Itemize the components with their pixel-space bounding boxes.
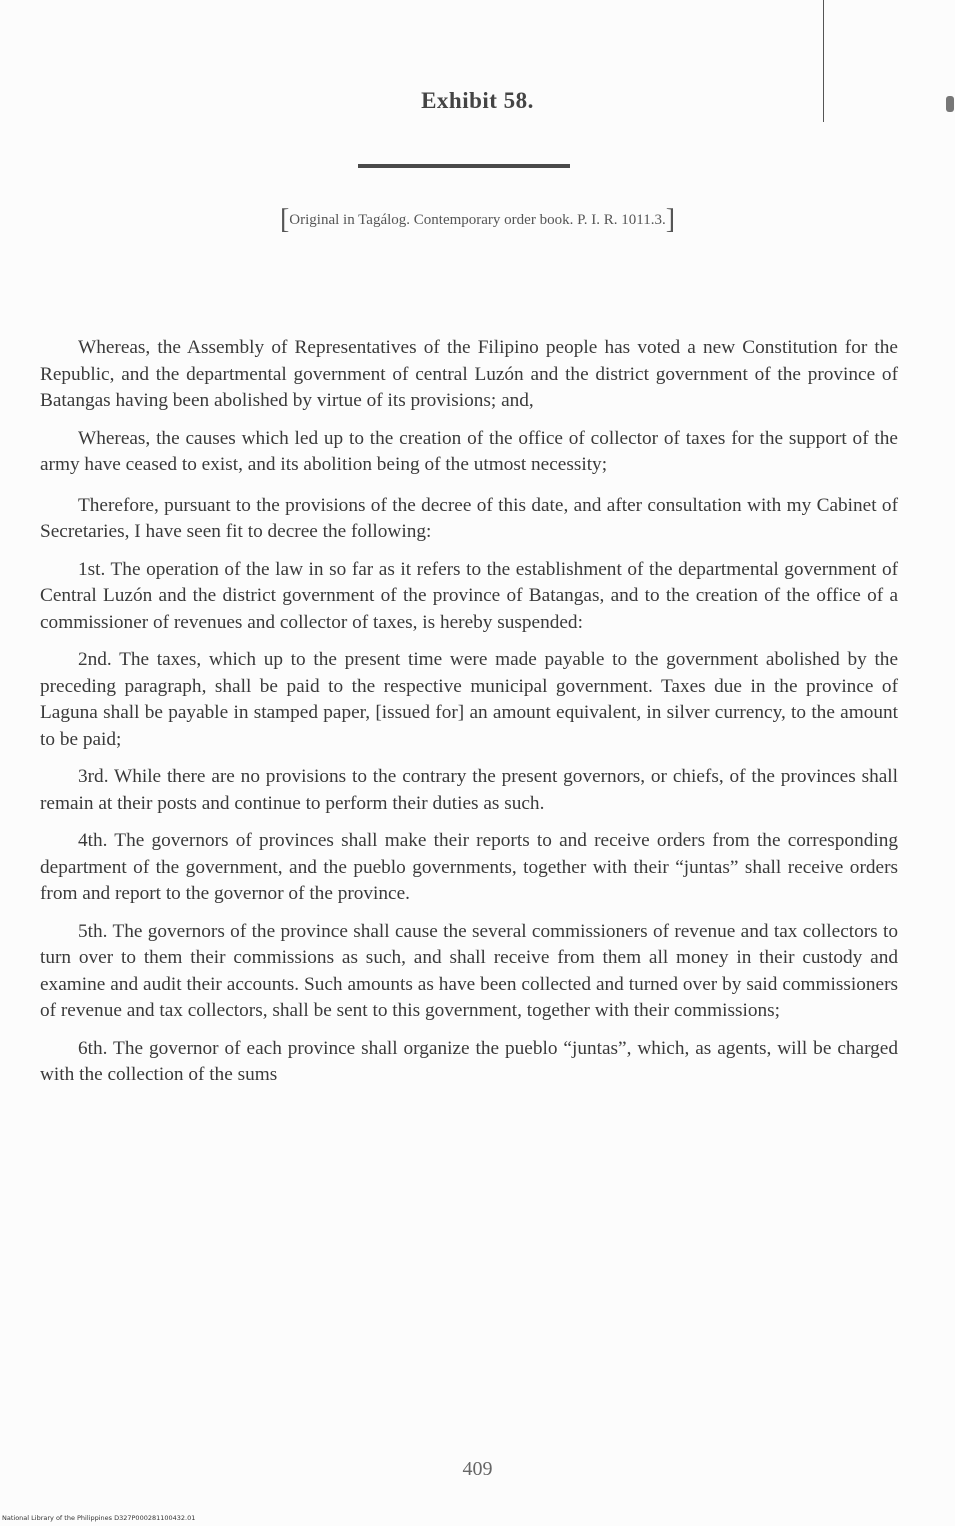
document-body — [40, 335, 898, 1100]
source-note — [0, 204, 955, 236]
paragraph-article-4: 4th. The governors of provinces shall make their reports to and receive orders from the corresponding department of the government, and the pueblo governments, together with their “juntas” shall receive orders from and report to the governor of the province. — [40, 830, 898, 904]
paragraph-article-1: 1st. The operation of the law in so far as it refers to the establishment of the departmental government of Central Luzón and the district government of the province of Batangas, and to the creation of the office of a commissioner of revenues and collector of taxes, is hereby suspended: — [40, 558, 898, 633]
exhibit-title: Exhibit 58. — [421, 88, 534, 113]
source-note-bracket-open: [ — [279, 204, 290, 235]
title-rule — [358, 164, 570, 168]
paragraph-article-5: 5th. The governors of the province shall cause the several commissioners of revenue and tax collectors to turn over to them their commissions as such, and shall receive from them all money in their custody and examine and audit their accounts. Such amounts as have been collected and turned over by said commissioners of revenue and tax collectors, shall be sent to this government, together with their commissions; — [40, 920, 898, 1021]
paragraph-article-3: 3rd. While there are no provisions to the contrary the present governors, or chiefs, of the provinces shall remain at their posts and continue to perform their duties as such. — [40, 766, 898, 814]
page-number: 409 — [462, 1458, 493, 1480]
source-note-bracket-close: ] — [665, 204, 676, 235]
paragraph-whereas-1: Whereas, the Assembly of Representatives of the Filipino people has voted a new Constitution for the Republic, and the departmental government of central Luzón and the district government of the province of Batangas having been abolished by virtue of its provisions; and, — [40, 337, 898, 411]
source-note-text: Original in Tagálog. Contemporary order book. P. I. R. 1011.3. — [289, 212, 666, 228]
paragraph-article-2: 2nd. The taxes, which up to the present time were made payable to the government abolished by the preceding paragraph, shall be paid to the respective municipal government. Taxes due in the province of Laguna shall be payable in stamped paper, [issued for] an amount equivalent, in silver currency, to the amount to be paid; — [40, 649, 898, 750]
footer-credit: National Library of the Philippines D327P000281100432.01 — [2, 1514, 196, 1522]
paragraph-therefore: Therefore, pursuant to the provisions of the decree of this date, and after consultation with my Cabinet of Secretaries, I have seen fit to decree the following: — [40, 494, 898, 542]
paragraph-whereas-2: Whereas, the causes which led up to the creation of the office of collector of taxes for the support of the army have ceased to exist, and its abolition being of the utmost necessity; — [40, 427, 898, 475]
paragraph-article-6: 6th. The governor of each province shall organize the pueblo “juntas”, which, as agents, will be charged with the collection of the sums — [40, 1037, 898, 1085]
